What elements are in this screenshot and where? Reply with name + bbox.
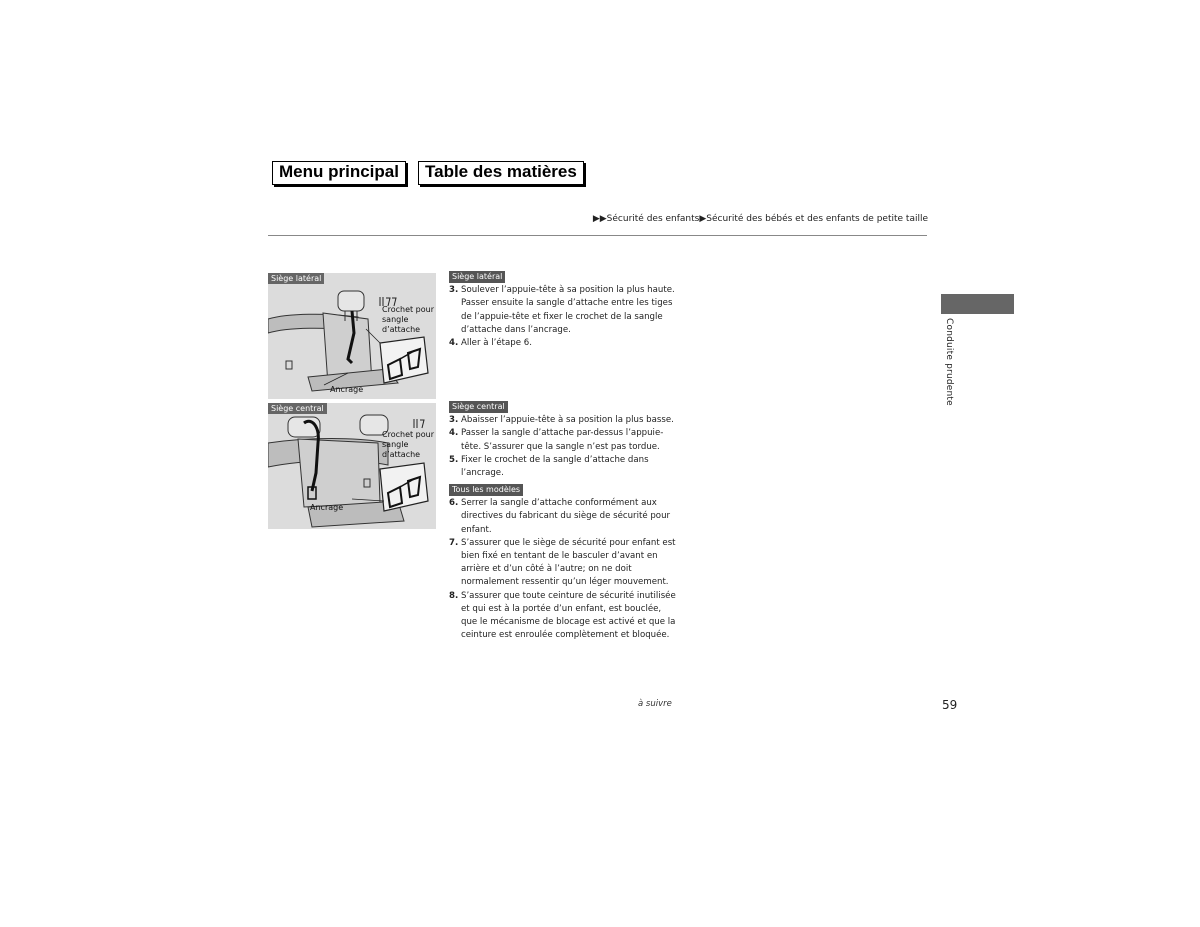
list-item: [449, 427, 679, 453]
step-number: 4.: [449, 428, 459, 439]
figure-side-seat: [268, 273, 436, 399]
section-tag: Tous les modèles: [449, 484, 523, 496]
figure-label: Siège central: [268, 403, 327, 414]
section-center-seat: [449, 401, 679, 480]
step-text: S’assurer que toute ceinture de sécurité inutilisée et qui est à la portée d’un enfant, est bouclée, que le mécanisme de blocage est activé et que la ceinture est enroulée complètement et bloquée.: [461, 590, 676, 641]
step-number: 3.: [449, 285, 459, 296]
step-number: 7.: [449, 537, 459, 548]
list-item: [449, 497, 679, 537]
step-number: 4.: [449, 338, 459, 349]
list-item: [449, 590, 679, 643]
step-text: S’assurer que le siège de sécurité pour enfant est bien fixé en tentant de le basculer d’avant en arrière et d’un côté à l’autre; on ne doit normalement ressentir qu’un léger mouvement.: [461, 537, 676, 588]
side-seat-illustration: [268, 273, 436, 399]
list-item: [449, 337, 679, 350]
figure-center-seat: [268, 403, 436, 529]
main-menu-button[interactable]: Menu principal: [272, 161, 406, 185]
center-seat-illustration: [268, 403, 436, 529]
section-tag: Siège central: [449, 401, 508, 413]
step-number: 6.: [449, 498, 459, 509]
page-number: 59: [942, 698, 958, 712]
section-side-seat: [449, 271, 679, 350]
list-item: [449, 454, 679, 480]
step-number: 8.: [449, 590, 459, 601]
header-divider: [268, 235, 927, 236]
list-item: [449, 414, 679, 427]
breadcrumb-separator-icon: ▶: [699, 214, 707, 224]
hook-callout: Crochet pour sangle d’attache: [382, 430, 434, 459]
hook-callout: Crochet pour sangle d’attache: [382, 305, 434, 334]
step-text: Fixer le crochet de la sangle d’attache dans l’ancrage.: [461, 454, 649, 479]
section-all-models: [449, 484, 679, 642]
step-text: Passer la sangle d’attache par-dessus l’appuie-tête. S’assurer que la sangle n’est pas tordue.: [461, 428, 664, 452]
breadcrumb-level-1[interactable]: Sécurité des enfants: [606, 214, 700, 224]
section-tab-marker: [941, 294, 1014, 314]
list-item: [449, 537, 679, 590]
step-number: 3.: [449, 415, 459, 426]
step-text: Aller à l’étape 6.: [461, 338, 532, 349]
breadcrumb: [593, 214, 928, 224]
breadcrumb-arrow-icon: ▶▶: [592, 214, 607, 224]
breadcrumb-level-2[interactable]: Sécurité des bébés et des enfants de petite taille: [706, 214, 928, 224]
section-tab-label: Conduite prudente: [944, 318, 954, 406]
section-tag: Siège latéral: [449, 271, 505, 283]
step-text: Soulever l’appuie-tête à sa position la plus haute. Passer ensuite la sangle d’attache entre les tiges de l’appuie-tête et fixer le crochet de la sangle d’attache dans l’ancrage.: [461, 285, 675, 335]
step-text: Serrer la sangle d’attache conformément aux directives du fabricant du siège de sécurité pour enfant.: [461, 498, 671, 535]
figure-label: Siège latéral: [268, 273, 324, 284]
table-of-contents-button[interactable]: Table des matières: [418, 161, 584, 185]
anchor-callout: Ancrage: [310, 503, 344, 512]
step-text: Abaisser l’appuie-tête à sa position la plus basse.: [461, 415, 674, 426]
anchor-callout: Ancrage: [330, 385, 364, 394]
list-item: [449, 284, 679, 337]
continued-note: à suivre: [638, 699, 672, 709]
step-number: 5.: [449, 454, 459, 465]
